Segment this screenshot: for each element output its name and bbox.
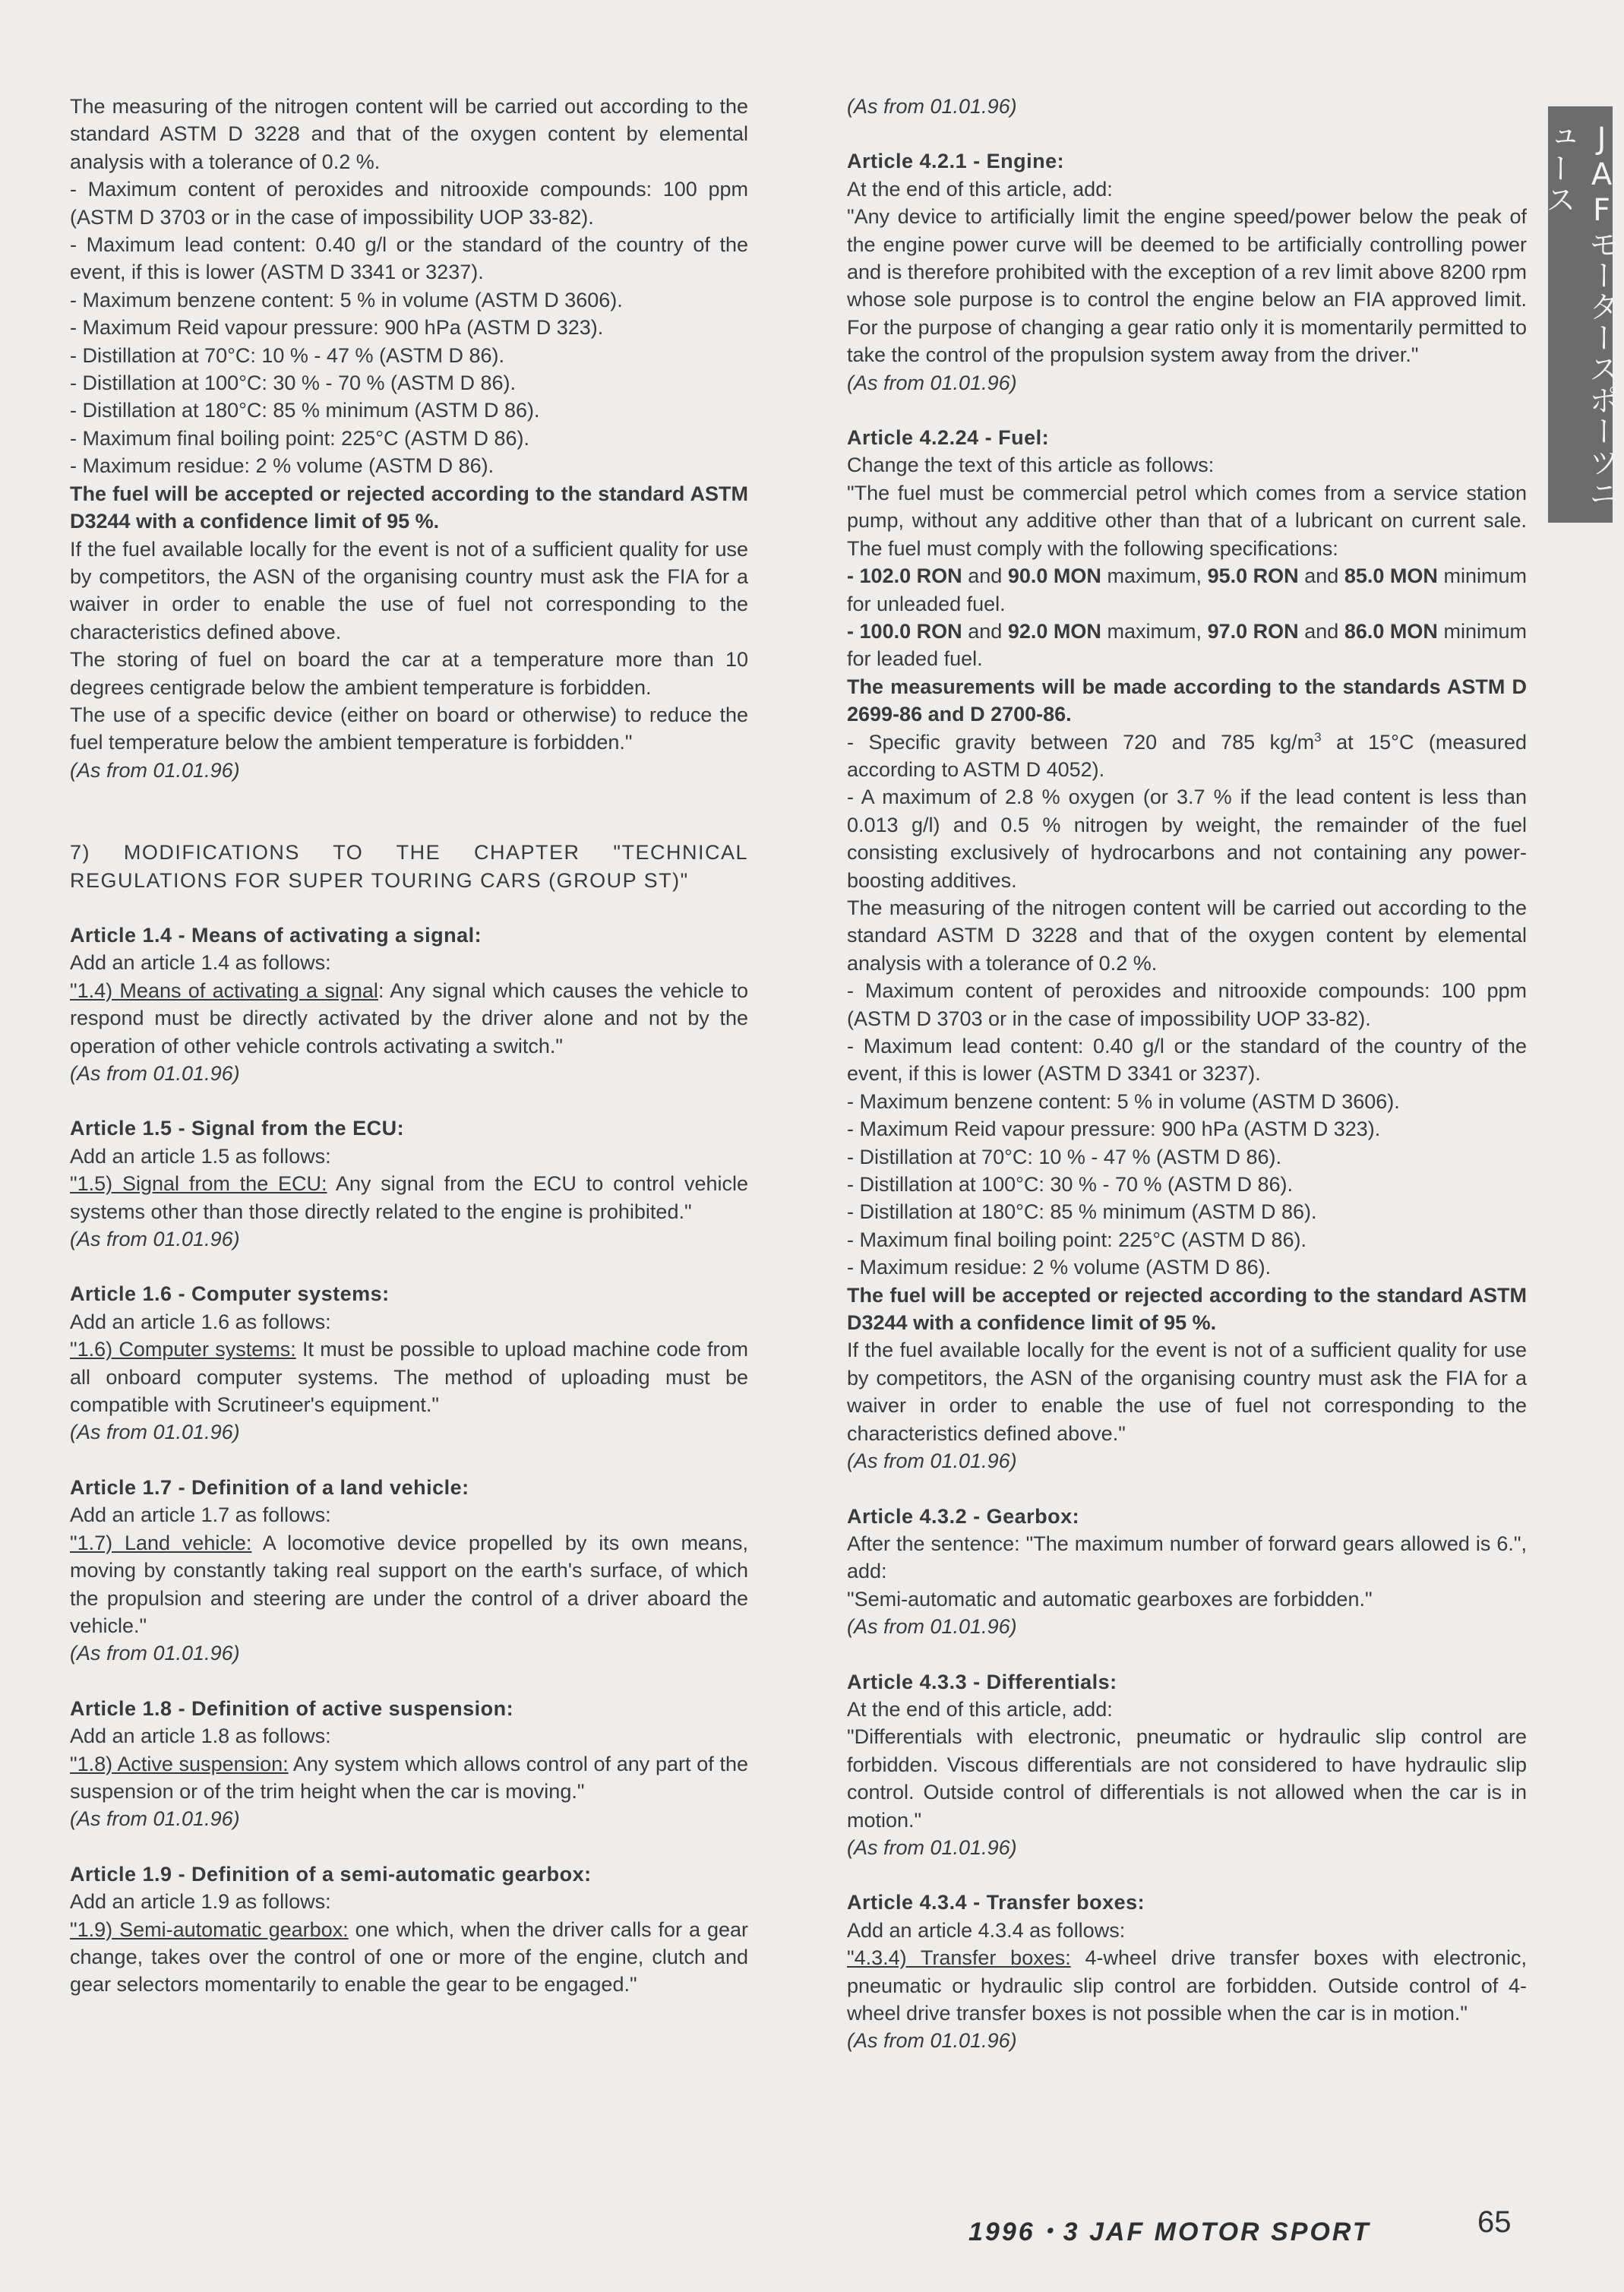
- spec-item: - Distillation at 70°C: 10 % - 47 % (ASTM D 86).: [70, 343, 504, 367]
- article-heading: Article 4.3.4 - Transfer boxes:: [847, 1891, 1145, 1914]
- spec-item: - Maximum residue: 2 % volume (ASTM D 86).: [70, 454, 494, 478]
- side-tab: [1540, 106, 1619, 523]
- article-term: "1.9) Semi-automatic gearbox:: [70, 1917, 349, 1941]
- spec-item: - Maximum final boiling point: 225°C (ASTM D 86).: [847, 1228, 1307, 1251]
- paragraph: The storing of fuel on board the car at a temperature more than 10 degrees centigrade below the ambient temperature is forbidden.: [70, 648, 748, 699]
- spec-item: - Distillation at 180°C: 85 % minimum (ASTM D 86).: [70, 399, 540, 422]
- paragraph: If the fuel available locally for the event is not of a sufficient quality for use by competitors, the ASN of the organising country must ask the FIA for a waiver in order to enable the use of fuel not corresponding to the characteristics defined above.": [847, 1339, 1527, 1445]
- spec-item: - Maximum residue: 2 % volume (ASTM D 86).: [847, 1256, 1272, 1279]
- article-text: "1.9) Semi-automatic gearbox: one which, when the driver calls for a gear change, takes over the control of one or more of the engine, clutch and gear selectors momentarily to enable the gear to be engaged.": [70, 1917, 748, 1996]
- article-heading: Article 1.6 - Computer systems:: [70, 1282, 390, 1306]
- article-text: "1.5) Signal from the ECU: Any signal from the ECU to control vehicle systems other than those directly related to the engine is prohibited.": [70, 1172, 748, 1223]
- article-instruction: Change the text of this article as follows:: [847, 454, 1215, 477]
- paragraph: If the fuel available locally for the event is not of a sufficient quality for use by competitors, the ASN of the organising country must ask the FIA for a waiver in order to enable the use of fuel not corresponding to the characteristics defined above.: [70, 537, 748, 643]
- bold-statement: The fuel will be accepted or rejected according to the standard ASTM D3244 with a confidence limit of 95 %.: [70, 482, 748, 533]
- effective-date: (As from 01.01.96): [70, 1642, 240, 1665]
- effective-date: (As from 01.01.96): [847, 1615, 1017, 1639]
- effective-date: (As from 01.01.96): [847, 1449, 1017, 1473]
- paragraph: The measuring of the nitrogen content will be carried out according to the standard ASTM D 3228 and that of the oxygen content by elemental analysis with a tolerance of 0.2 %.: [70, 95, 748, 173]
- effective-date: (As from 01.01.96): [70, 758, 240, 782]
- article-text: "1.8) Active suspension: Any system which allows control of any part of the suspension or of the trim height when the car is moving.": [70, 1752, 748, 1803]
- article-term: "1.4) Means of activating a signal: [70, 978, 378, 1002]
- spec-item: - A maximum of 2.8 % oxygen (or 3.7 % if the lead content is less than 0.013 g/l) and 0.5 % nitrogen by weight, the remainder of the fuel consisting exclusively of hydrocarbons and not containing any power-boosting additives.: [847, 786, 1527, 892]
- effective-date: (As from 01.01.96): [847, 2029, 1017, 2053]
- effective-date: (As from 01.01.96): [847, 371, 1017, 394]
- article-heading: Article 1.5 - Signal from the ECU:: [70, 1117, 405, 1140]
- spec-item: - Maximum content of peroxides and nitrooxide compounds: 100 ppm (ASTM D 3703 or in the case of impossibility UOP 33-82).: [847, 979, 1527, 1030]
- article-heading: Article 1.9 - Definition of a semi-automatic gearbox:: [70, 1862, 592, 1886]
- article-term: "4.3.4) Transfer boxes:: [847, 1946, 1071, 1970]
- article-instruction: Add an article 1.5 as follows:: [70, 1144, 331, 1168]
- article-text: "1.7) Land vehicle: A locomotive device propelled by its own means, moving by constantly taking real support on the earth's surface, of which the propulsion and steering are under the control of a driver aboard the vehicle.": [70, 1531, 748, 1637]
- paragraph: The measuring of the nitrogen content will be carried out according to the standard ASTM D 3228 and that of the oxygen content by elemental analysis with a tolerance of 0.2 %.: [847, 896, 1527, 975]
- bold-statement: The fuel will be accepted or rejected according to the standard ASTM D3244 with a confidence limit of 95 %.: [847, 1283, 1527, 1335]
- spec-item: - Maximum content of peroxides and nitrooxide compounds: 100 ppm (ASTM D 3703 or in the case of impossibility UOP 33-82).: [70, 178, 748, 229]
- spec-item: - Maximum lead content: 0.40 g/l or the standard of the country of the event, if this is lower (ASTM D 3341 or 3237).: [847, 1035, 1527, 1086]
- left-column: [70, 93, 748, 1999]
- effective-date: (As from 01.01.96): [70, 1228, 240, 1251]
- article-text: "1.4) Means of activating a signal: Any signal which causes the vehicle to respond must be directly activated by the driver alone and not by the operation of other vehicle controls activating a switch.": [70, 978, 748, 1057]
- paragraph: The use of a specific device (either on board or otherwise) to reduce the fuel temperature below the ambient temperature is forbidden.": [70, 703, 748, 754]
- article-instruction: Add an article 1.7 as follows:: [70, 1503, 331, 1527]
- article-heading: Article 4.2.1 - Engine:: [847, 150, 1065, 173]
- article-text: "4.3.4) Transfer boxes: 4-wheel drive transfer boxes with electronic, pneumatic or hydraulic slip control are forbidden. Outside control of 4-wheel drive transfer boxes is not possible when the car is in motion.": [847, 1946, 1527, 2025]
- spec-item: - Specific gravity between 720 and 785 $kg/m^3$ at 15°C (measured according to ASTM D 4052).: [847, 729, 1527, 781]
- bold-statement: The measurements will be made according to the standards ASTM D 2699-86 and D 2700-86.: [847, 675, 1527, 726]
- article-heading: Article 1.8 - Definition of active suspension:: [70, 1696, 514, 1720]
- article-heading: Article 4.2.24 - Fuel:: [847, 426, 1050, 450]
- effective-date: (As from 01.01.96): [847, 95, 1017, 118]
- spec-item: - Maximum Reid vapour pressure: 900 hPa (ASTM D 323).: [847, 1118, 1381, 1141]
- article-text: "1.6) Computer systems: It must be possible to upload machine code from all onboard computer systems. The method of uploading must be compatible with Scrutineer's equipment.": [70, 1338, 748, 1417]
- section-heading: 7) MODIFICATIONS TO THE CHAPTER "TECHNICAL REGULATIONS FOR SUPER TOURING CARS (GROUP ST)": [70, 841, 748, 892]
- spec-item: - Maximum benzene content: 5 % in volume (ASTM D 3606).: [70, 288, 623, 311]
- effective-date: (As from 01.01.96): [847, 1835, 1017, 1859]
- effective-date: (As from 01.01.96): [70, 1062, 240, 1085]
- article-heading: Article 4.3.2 - Gearbox:: [847, 1504, 1080, 1528]
- article-instruction: Add an article 1.8 as follows:: [70, 1725, 331, 1748]
- article-heading: Article 4.3.3 - Differentials:: [847, 1670, 1117, 1693]
- spec-item: - Distillation at 100°C: 30 % - 70 % (ASTM D 86).: [847, 1173, 1293, 1197]
- spec-item: - 100.0 RON and 92.0 MON maximum, 97.0 RON and 86.0 MON minimum for leaded fuel.: [847, 619, 1527, 671]
- article-heading: Article 1.7 - Definition of a land vehicle:: [70, 1475, 469, 1499]
- article-instruction: Add an article 1.9 as follows:: [70, 1890, 331, 1914]
- article-term: "1.5) Signal from the ECU:: [70, 1172, 327, 1196]
- article-text: "Differentials with electronic, pneumatic or hydraulic slip control are forbidden. Viscous differentials are not considered to have hydraulic slip control. Outside control of differentials is not allowed when the car is in motion.": [847, 1725, 1527, 1832]
- effective-date: (As from 01.01.96): [70, 1421, 240, 1444]
- article-instruction: Add an article 4.3.4 as follows:: [847, 1918, 1126, 1942]
- side-tab-label: JAFモータースポーツニュース: [1540, 122, 1619, 509]
- effective-date: (As from 01.01.96): [70, 1807, 240, 1831]
- article-instruction: Add an article 1.4 as follows:: [70, 951, 331, 975]
- spec-item: - Maximum benzene content: 5 % in volume (ASTM D 3606).: [847, 1089, 1400, 1113]
- spec-item: - Distillation at 100°C: 30 % - 70 % (ASTM D 86).: [70, 371, 516, 395]
- right-column: [847, 93, 1527, 2055]
- spec-item: - Maximum lead content: 0.40 g/l or the standard of the country of the event, if this is lower (ASTM D 3341 or 3237).: [70, 233, 748, 284]
- article-text: "Any device to artificially limit the engine speed/power below the peak of the engine power curve will be deemed to be artificially controlling power and is therefore prohibited with the exception of a rev limit above 8200 rpm whose sole purpose is to control the engine below an FIA approved limit. For the purpose of changing a gear ratio only it is momentarily permitted to take the control of the propulsion system away from the driver.": [847, 205, 1527, 367]
- page-number: 65: [1477, 2205, 1512, 2239]
- article-text: "The fuel must be commercial petrol which comes from a service station pump, without any additive other than that of a lubricant on current sale. The fuel must comply with the following specifications:: [847, 481, 1527, 560]
- article-instruction: After the sentence: "The maximum number of forward gears allowed is 6.", add:: [847, 1532, 1527, 1583]
- article-term: "1.6) Computer systems:: [70, 1338, 296, 1361]
- spec-item: - 102.0 RON and 90.0 MON maximum, 95.0 RON and 85.0 MON minimum for unleaded fuel.: [847, 564, 1527, 615]
- magazine-title: 1996・3 JAF MOTOR SPORT: [968, 2218, 1371, 2246]
- article-heading: Article 1.4 - Means of activating a signal:: [70, 923, 482, 947]
- article-term: "1.7) Land vehicle:: [70, 1531, 252, 1554]
- article-instruction: Add an article 1.6 as follows:: [70, 1310, 331, 1333]
- spec-item: - Distillation at 180°C: 85 % minimum (ASTM D 86).: [847, 1200, 1317, 1224]
- article-instruction: At the end of this article, add:: [847, 1697, 1113, 1721]
- article-text: "Semi-automatic and automatic gearboxes are forbidden.": [847, 1587, 1373, 1611]
- spec-item: - Maximum Reid vapour pressure: 900 hPa (ASTM D 323).: [70, 316, 604, 340]
- article-term: "1.8) Active suspension:: [70, 1752, 289, 1775]
- spec-item: - Maximum final boiling point: 225°C (ASTM D 86).: [70, 426, 530, 450]
- article-instruction: At the end of this article, add:: [847, 177, 1113, 201]
- spec-item: - Distillation at 70°C: 10 % - 47 % (ASTM D 86).: [847, 1145, 1281, 1168]
